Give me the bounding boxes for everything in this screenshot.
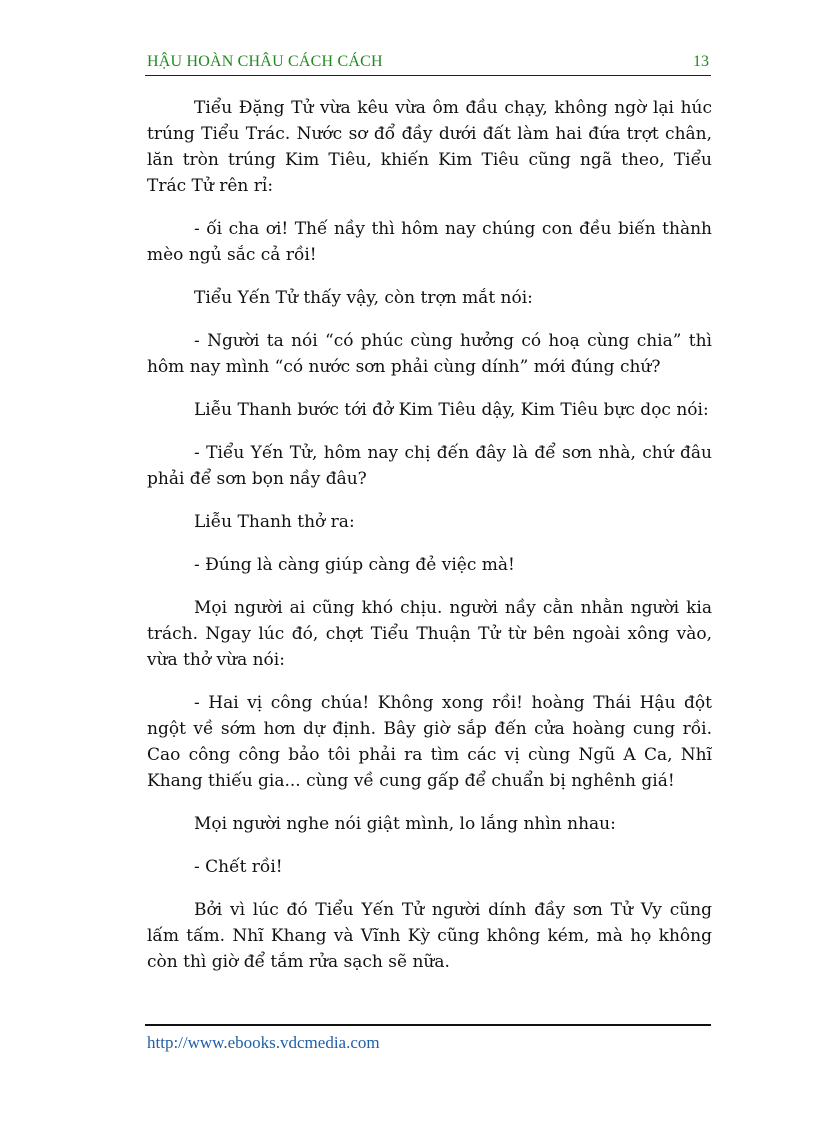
paragraph-13: Bởi vì lúc đó Tiểu Yến Tử người dính đầy sơn Tử Vy cũng lấm tấm. Nhĩ Khang và Vĩnh Kỳ cũng không kém, mà họ không còn thì giờ để tắm rửa sạch sẽ nữa. [147, 900, 712, 972]
body-text [147, 95, 712, 992]
paragraph-10: - Hai vị công chúa! Không xong rồi! hoàng Thái Hậu đột ngột về sớm hơn dự định. Bây giờ sắp đến cửa hoàng cung rồi. Cao công công bảo tôi phải ra tìm các vị cùng Ngũ A Ca, Nhĩ Khang thiếu gia... cùng về cung gấp để chuẩn bị nghênh giá! [147, 693, 712, 791]
paragraph-5: Liễu Thanh bước tới đở Kim Tiêu dậy, Kim Tiêu bực dọc nói: [194, 400, 709, 420]
paragraph-6: - Tiểu Yến Tử, hôm nay chị đến đây là để sơn nhà, chứ đâu phải để sơn bọn nầy đâu? [147, 443, 712, 489]
page-number: 13 [693, 53, 709, 70]
paragraph-1: Tiểu Đặng Tử vừa kêu vừa ôm đầu chạy, không ngờ lại húc trúng Tiểu Trác. Nước sơ đổ đầy dưới đất làm hai đứa trợt chân, lăn tròn trúng Kim Tiêu, khiến Kim Tiêu cũng ngã theo, Tiểu Trác Tử rên rỉ: [147, 98, 712, 196]
paragraph-12: - Chết rồi! [194, 857, 283, 877]
paragraph-3: Tiểu Yến Tử thấy vậy, còn trợn mắt nói: [194, 288, 533, 308]
paragraph-2: - ối cha ơi! Thế nầy thì hôm nay chúng con đều biến thành mèo ngủ sắc cả rồi! [147, 219, 712, 265]
footer-divider [145, 1024, 711, 1026]
paragraph-7: Liễu Thanh thở ra: [194, 512, 355, 532]
book-title: HẬU HOÀN CHÂU CÁCH CÁCH [147, 53, 383, 70]
page-header [145, 50, 711, 76]
paragraph-11: Mọi người nghe nói giật mình, lo lắng nhìn nhau: [194, 814, 616, 834]
paragraph-4: - Người ta nói “có phúc cùng hưởng có hoạ cùng chia” thì hôm nay mình “có nước sơn phải cùng dính” mới đúng chứ? [147, 331, 712, 377]
paragraph-8: - Đúng là càng giúp càng đẻ việc mà! [194, 555, 515, 575]
paragraph-9: Mọi người ai cũng khó chịu. người nầy cằn nhằn người kia trách. Ngay lúc đó, chợt Tiểu Thuận Tử từ bên ngoài xông vào, vừa thở vừa nói: [147, 598, 712, 670]
footer-website-link[interactable]: http://www.ebooks.vdcmedia.com [147, 1033, 380, 1052]
